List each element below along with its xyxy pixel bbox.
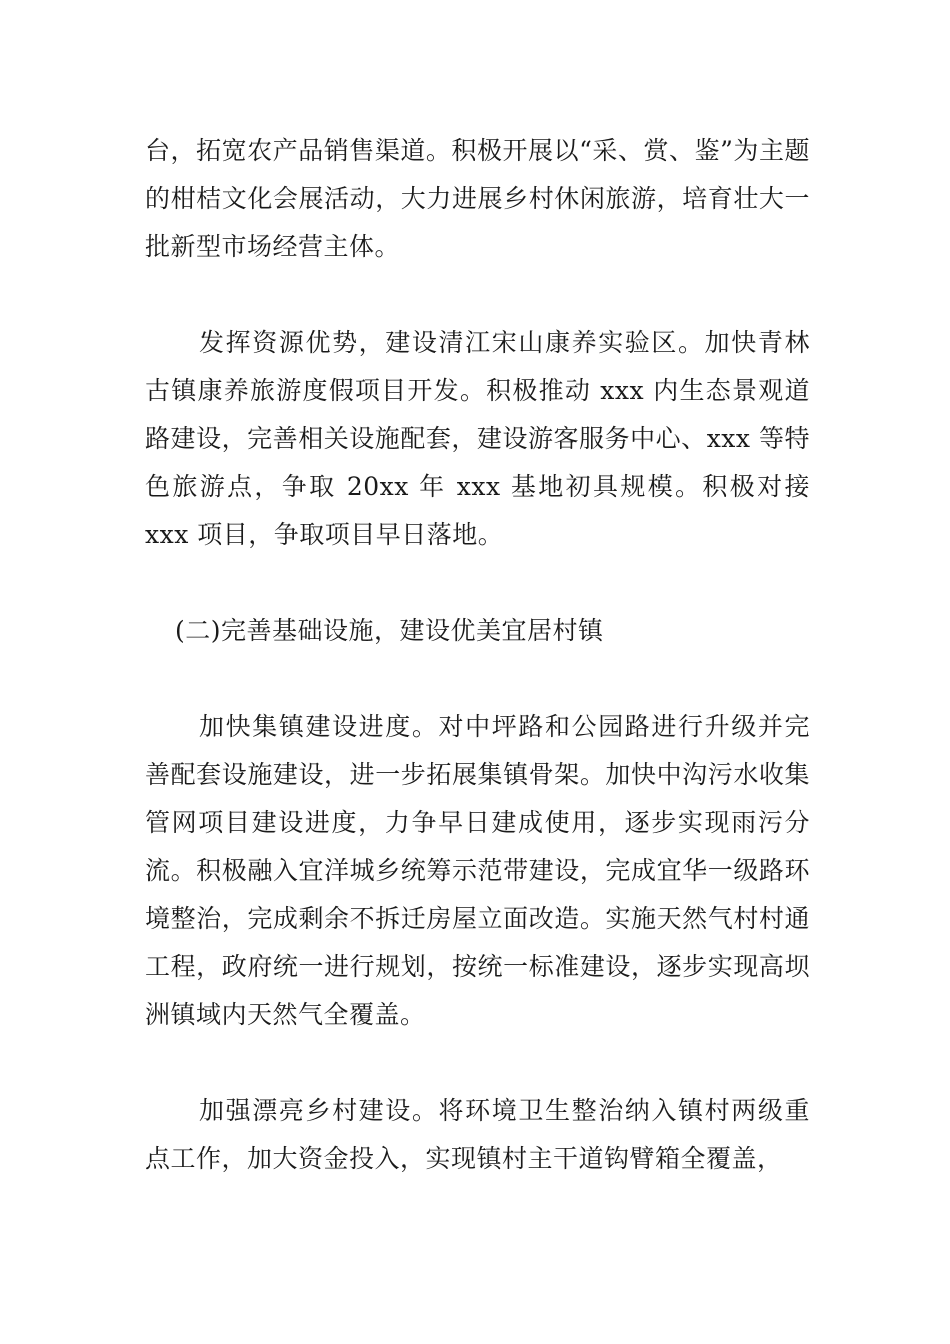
section-heading: (二)完善基础设施，建设优美宜居村镇 bbox=[175, 616, 604, 645]
document-body bbox=[145, 127, 810, 1183]
paragraph-continuation: 台，拓宽农产品销售渠道。积极开展以“采、赏、鉴”为主题的柑桔文化会展活动，大力进展乡村休闲旅游，培育壮大一批新型市场经营主体。 bbox=[145, 136, 810, 261]
paragraph-rural-construction: 加强漂亮乡村建设。将环境卫生整治纳入镇村两级重点工作，加大资金投入，实现镇村主干道钩臂箱全覆盖， bbox=[145, 1096, 810, 1173]
paragraph-resource-advantage: 发挥资源优势，建设清江宋山康养实验区。加快青林古镇康养旅游度假项目开发。积极推动 xxx 内生态景观道路建设，完善相关设施配套，建设游客服务中心、xxx 等特色旅游点，争取 20xx 年 xxx 基地初具规模。积极对接 xxx 项目，争取项目早日落地。 bbox=[145, 328, 810, 549]
paragraph-town-construction: 加快集镇建设进度。对中坪路和公园路进行升级并完善配套设施建设，进一步拓展集镇骨架。加快中沟污水收集管网项目建设进度，力争早日建成使用，逐步实现雨污分流。积极融入宜洋城乡统筹示范带建设，完成宜华一级路环境整治，完成剩余不拆迁房屋立面改造。实施天然气村村通工程，政府统一进行规划，按统一标准建设，逐步实现高坝洲镇域内天然气全覆盖。 bbox=[145, 712, 810, 1029]
